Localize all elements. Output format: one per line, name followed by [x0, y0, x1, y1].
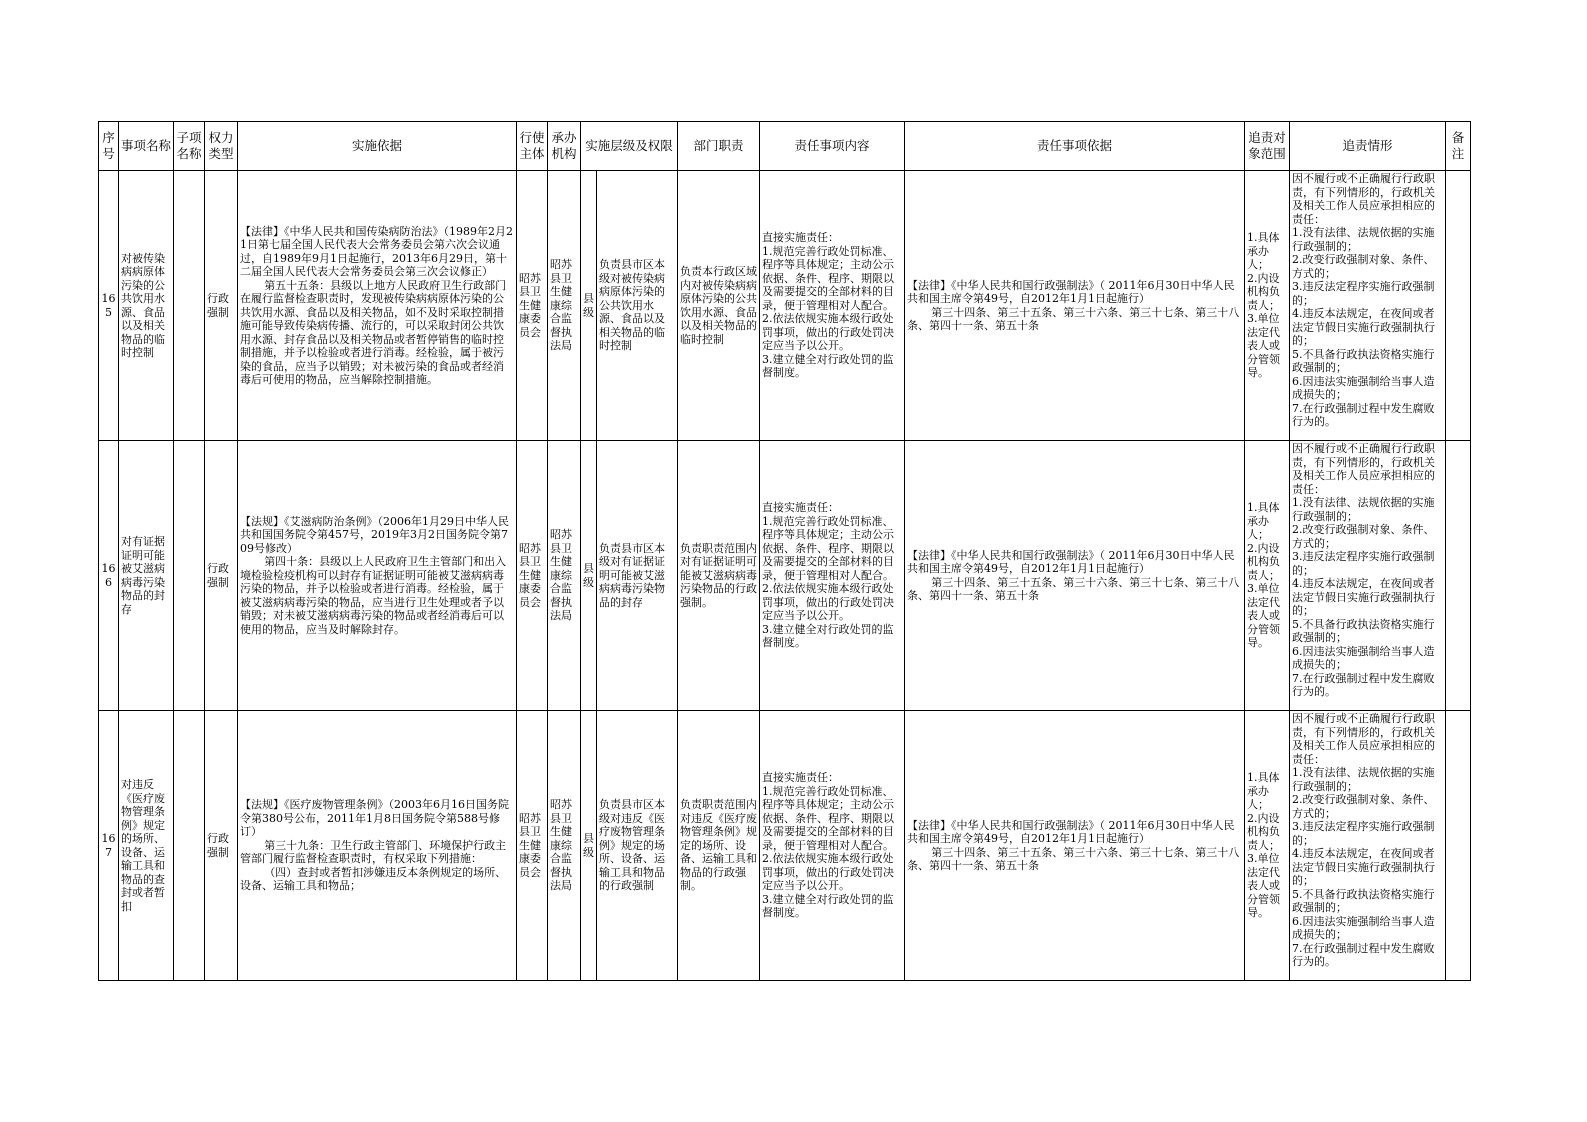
- row-remark: [1446, 171, 1471, 441]
- row-acc-cases: 因不履行或不正确履行行政职责，有下列情形的，行政机关及相关工作人员应承担相应的责任： 1.没有法律、法规依据的实施行政强制的； 2.改变行政强制对象、条件、方式的； 3.违反法定程序实施行政强制的； 4.违反本法规定，在夜间或者法定节假日实施行政强制执行的； 5.不具备行政执法资格实施行政强制的； 6.因违法实施强制给当事人造成损失的； 7.在行政强制过程中发生腐败行为的。: [1290, 441, 1446, 711]
- basis-law-citation: 【法规】《医疗废物管理条例》（2003年6月16日国务院令第380号公布，2011年1月8日国务院令第588号修订）: [240, 798, 509, 839]
- row-basis: [238, 441, 517, 711]
- header-acc-cases: 追责情形: [1290, 122, 1446, 171]
- row-acc-cases: 因不履行或不正确履行行政职责，有下列情形的，行政机关及相关工作人员应承担相应的责任： 1.没有法律、法规依据的实施行政强制的； 2.改变行政强制对象、条件、方式的； 3.违反法定程序实施行政强制的； 4.违反本法规定，在夜间或者法定节假日实施行政强制执行的； 5.不具备行政执法资格实施行政强制的； 6.因违法实施强制给当事人造成损失的； 7.在行政强制过程中发生腐败行为的。: [1290, 711, 1446, 981]
- header-row: [99, 122, 1471, 171]
- header-seq: 序号: [99, 122, 119, 171]
- table-row: [99, 711, 1471, 981]
- header-actor: 行使主体: [517, 122, 548, 171]
- header-remark: 备注: [1446, 122, 1471, 171]
- header-item-name: 事项名称: [119, 122, 174, 171]
- header-basis: 实施依据: [238, 122, 517, 171]
- row-resp-basis: [905, 441, 1245, 711]
- basis-law-citation: 【法律】《中华人民共和国传染病防治法》（1989年2月21日第七届全国人民代表大会常务委员会第六次会议通过，自1989年9月1日起施行，2013年6月29日，第十二届全国人民代表大会常务委员会第三次会议修正）: [240, 224, 513, 278]
- row-acc-scope: 1.具体承办人； 2.内设机构负责人； 3.单位法定代表人或分管领导。: [1245, 441, 1290, 711]
- row-duty: 负责职责范围内对有证据证明可能被艾滋病病毒污染物品的行政强制。: [678, 441, 760, 711]
- row-acc-scope: 1.具体承办人； 2.内设机构负责人； 3.单位法定代表人或分管领导。: [1245, 711, 1290, 981]
- row-level-b: 负责县市区本级对有证据证明可能被艾滋病病毒污染物品的封存: [597, 441, 678, 711]
- row-basis: [238, 171, 517, 441]
- resp-basis-citation: 【法律】《中华人民共和国行政强制法》（ 2011年6月30日中华人民共和国主席令第49号，自2012年1月1日起施行）: [907, 548, 1235, 575]
- row-resp-basis: [905, 171, 1245, 441]
- row-level-a: 县级: [581, 171, 597, 441]
- row-acc-cases: 因不履行或不正确履行行政职责，有下列情形的，行政机关及相关工作人员应承担相应的责任： 1.没有法律、法规依据的实施行政强制的； 2.改变行政强制对象、条件、方式的； 3.违反法定程序实施行政强制的； 4.违反本法规定，在夜间或者法定节假日实施行政强制执行的； 5.不具备行政执法资格实施行政强制的； 6.因违法实施强制给当事人造成损失的； 7.在行政强制过程中发生腐败行为的。: [1290, 171, 1446, 441]
- row-level-b: 负责县市区本级对被传染病病原体污染的公共饮用水源、食品以及相关物品的临时控制: [597, 171, 678, 441]
- basis-article: 第三十九条：卫生行政主管部门、环境保护行政主管部门履行监督检查职责时，有权采取下列措施：: [240, 838, 507, 866]
- power-list-table: [98, 121, 1471, 981]
- row-item-name: 对违反《医疗废物管理条例》规定的场所、设备、运输工具和物品的查封或者暂扣: [119, 711, 174, 981]
- row-actor: 昭苏县卫生健康委员会: [517, 171, 548, 441]
- header-resp-content: 责任事项内容: [760, 122, 905, 171]
- basis-article: 第四十条：县级以上人民政府卫生主管部门和出入境检验检疫机构可以封存有证据证明可能被艾滋病病毒污染的物品，并予以检验或者进行消毒。经检验，属于被艾滋病病毒污染的物品，应当进行卫生处理或者予以销毁；对未被艾滋病病毒污染的物品或者经消毒后可以使用的物品，应当及时解除封存。: [240, 555, 507, 636]
- header-power-type: 权力类型: [205, 122, 238, 171]
- resp-basis-articles: 第三十四条、第三十五条、第三十六条、第三十七条、第三十八条、第四十一条、第五十条: [907, 845, 1240, 872]
- basis-clause: （四）查封或者暂扣涉嫌违反本条例规定的场所、设备、运输工具和物品；: [240, 865, 507, 893]
- basis-article: 第五十五条：县级以上地方人民政府卫生行政部门在履行监督检查职责时，发现被传染病病原体污染的公共饮用水源、食品以及相关物品，如不及时采取控制措施可能导致传染病传播、流行的，可以采取封闭公共饮用水源、封存食品以及相关物品或者暂停销售的临时控制措施，并予以检验或者进行消毒。经检验，属于被污染的食品，应当予以销毁；对未被污染的食品或者经消毒后可使用的物品，应当解除控制措施。: [240, 278, 507, 386]
- row-seq: 166: [99, 441, 119, 711]
- row-item-name: 对被传染病病原体污染的公共饮用水源、食品以及相关物品的临时控制: [119, 171, 174, 441]
- header-sub-item: 子项名称: [174, 122, 205, 171]
- row-sub-item: [174, 171, 205, 441]
- row-resp-content: 直接实施责任： 1.规范完善行政处罚标准、程序等具体规定；主动公示依据、条件、程序、期限以及需要提交的全部材料的目录，便于管理相对人配合。 2.依法依规实施本级行政处罚事项，做出的行政处罚决定应当予以公开。 3.建立健全对行政处罚的监督制度。: [760, 441, 905, 711]
- table-row: [99, 441, 1471, 711]
- resp-basis-citation: 【法律】《中华人民共和国行政强制法》（ 2011年6月30日中华人民共和国主席令第49号，自2012年1月1日起施行）: [907, 278, 1235, 305]
- resp-basis-articles: 第三十四条、第三十五条、第三十六条、第三十七条、第三十八条、第四十一条、第五十条: [907, 575, 1240, 602]
- row-resp-content: 直接实施责任： 1.规范完善行政处罚标准、程序等具体规定；主动公示依据、条件、程序、期限以及需要提交的全部材料的目录，便于管理相对人配合。 2.依法依规实施本级行政处罚事项，做出的行政处罚决定应当予以公开。 3.建立健全对行政处罚的监督制度。: [760, 711, 905, 981]
- row-item-name: 对有证据证明可能被艾滋病病毒污染物品的封存: [119, 441, 174, 711]
- row-sub-item: [174, 441, 205, 711]
- resp-basis-citation: 【法律】《中华人民共和国行政强制法》（ 2011年6月30日中华人民共和国主席令第49号，自2012年1月1日起施行）: [907, 818, 1235, 845]
- row-remark: [1446, 441, 1471, 711]
- row-duty: 负责本行政区域内对被传染病病原体污染的公共饮用水源、食品以及相关物品的临时控制: [678, 171, 760, 441]
- row-level-a: 县级: [581, 711, 597, 981]
- row-acc-scope: 1.具体承办人； 2.内设机构负责人； 3.单位法定代表人或分管领导。: [1245, 171, 1290, 441]
- row-agency: 昭苏县卫生健康综合监督执法局: [548, 441, 581, 711]
- row-basis: [238, 711, 517, 981]
- row-remark: [1446, 711, 1471, 981]
- row-resp-content: 直接实施责任： 1.规范完善行政处罚标准、程序等具体规定；主动公示依据、条件、程序、期限以及需要提交的全部材料的目录，便于管理相对人配合。 2.依法依规实施本级行政处罚事项，做出的行政处罚决定应当予以公开。 3.建立健全对行政处罚的监督制度。: [760, 171, 905, 441]
- row-level-a: 县级: [581, 441, 597, 711]
- row-power-type: 行政强制: [205, 171, 238, 441]
- row-seq: 165: [99, 171, 119, 441]
- header-agency: 承办机构: [548, 122, 581, 171]
- row-seq: 167: [99, 711, 119, 981]
- row-actor: 昭苏县卫生健康委员会: [517, 441, 548, 711]
- row-level-b: 负责县市区本级对违反《医疗废物管理条例》规定的场所、设备、运输工具和物品的行政强制: [597, 711, 678, 981]
- header-level: 实施层级及权限: [581, 122, 678, 171]
- row-power-type: 行政强制: [205, 441, 238, 711]
- row-actor: 昭苏县卫生健康委员会: [517, 711, 548, 981]
- header-resp-basis: 责任事项依据: [905, 122, 1245, 171]
- row-sub-item: [174, 711, 205, 981]
- header-acc-scope: 追责对象范围: [1245, 122, 1290, 171]
- row-resp-basis: [905, 711, 1245, 981]
- row-duty: 负责职责范围内对违反《医疗废物管理条例》规定的场所、设备、运输工具和物品的行政强制。: [678, 711, 760, 981]
- row-agency: 昭苏县卫生健康综合监督执法局: [548, 711, 581, 981]
- basis-law-citation: 【法规】《艾滋病防治条例》（2006年1月29日中华人民共和国国务院令第457号，2019年3月2日国务院令第709号修改）: [240, 514, 509, 555]
- row-agency: 昭苏县卫生健康综合监督执法局: [548, 171, 581, 441]
- table-row: [99, 171, 1471, 441]
- header-duty: 部门职责: [678, 122, 760, 171]
- row-power-type: 行政强制: [205, 711, 238, 981]
- resp-basis-articles: 第三十四条、第三十五条、第三十六条、第三十七条、第三十八条、第四十一条、第五十条: [907, 305, 1240, 332]
